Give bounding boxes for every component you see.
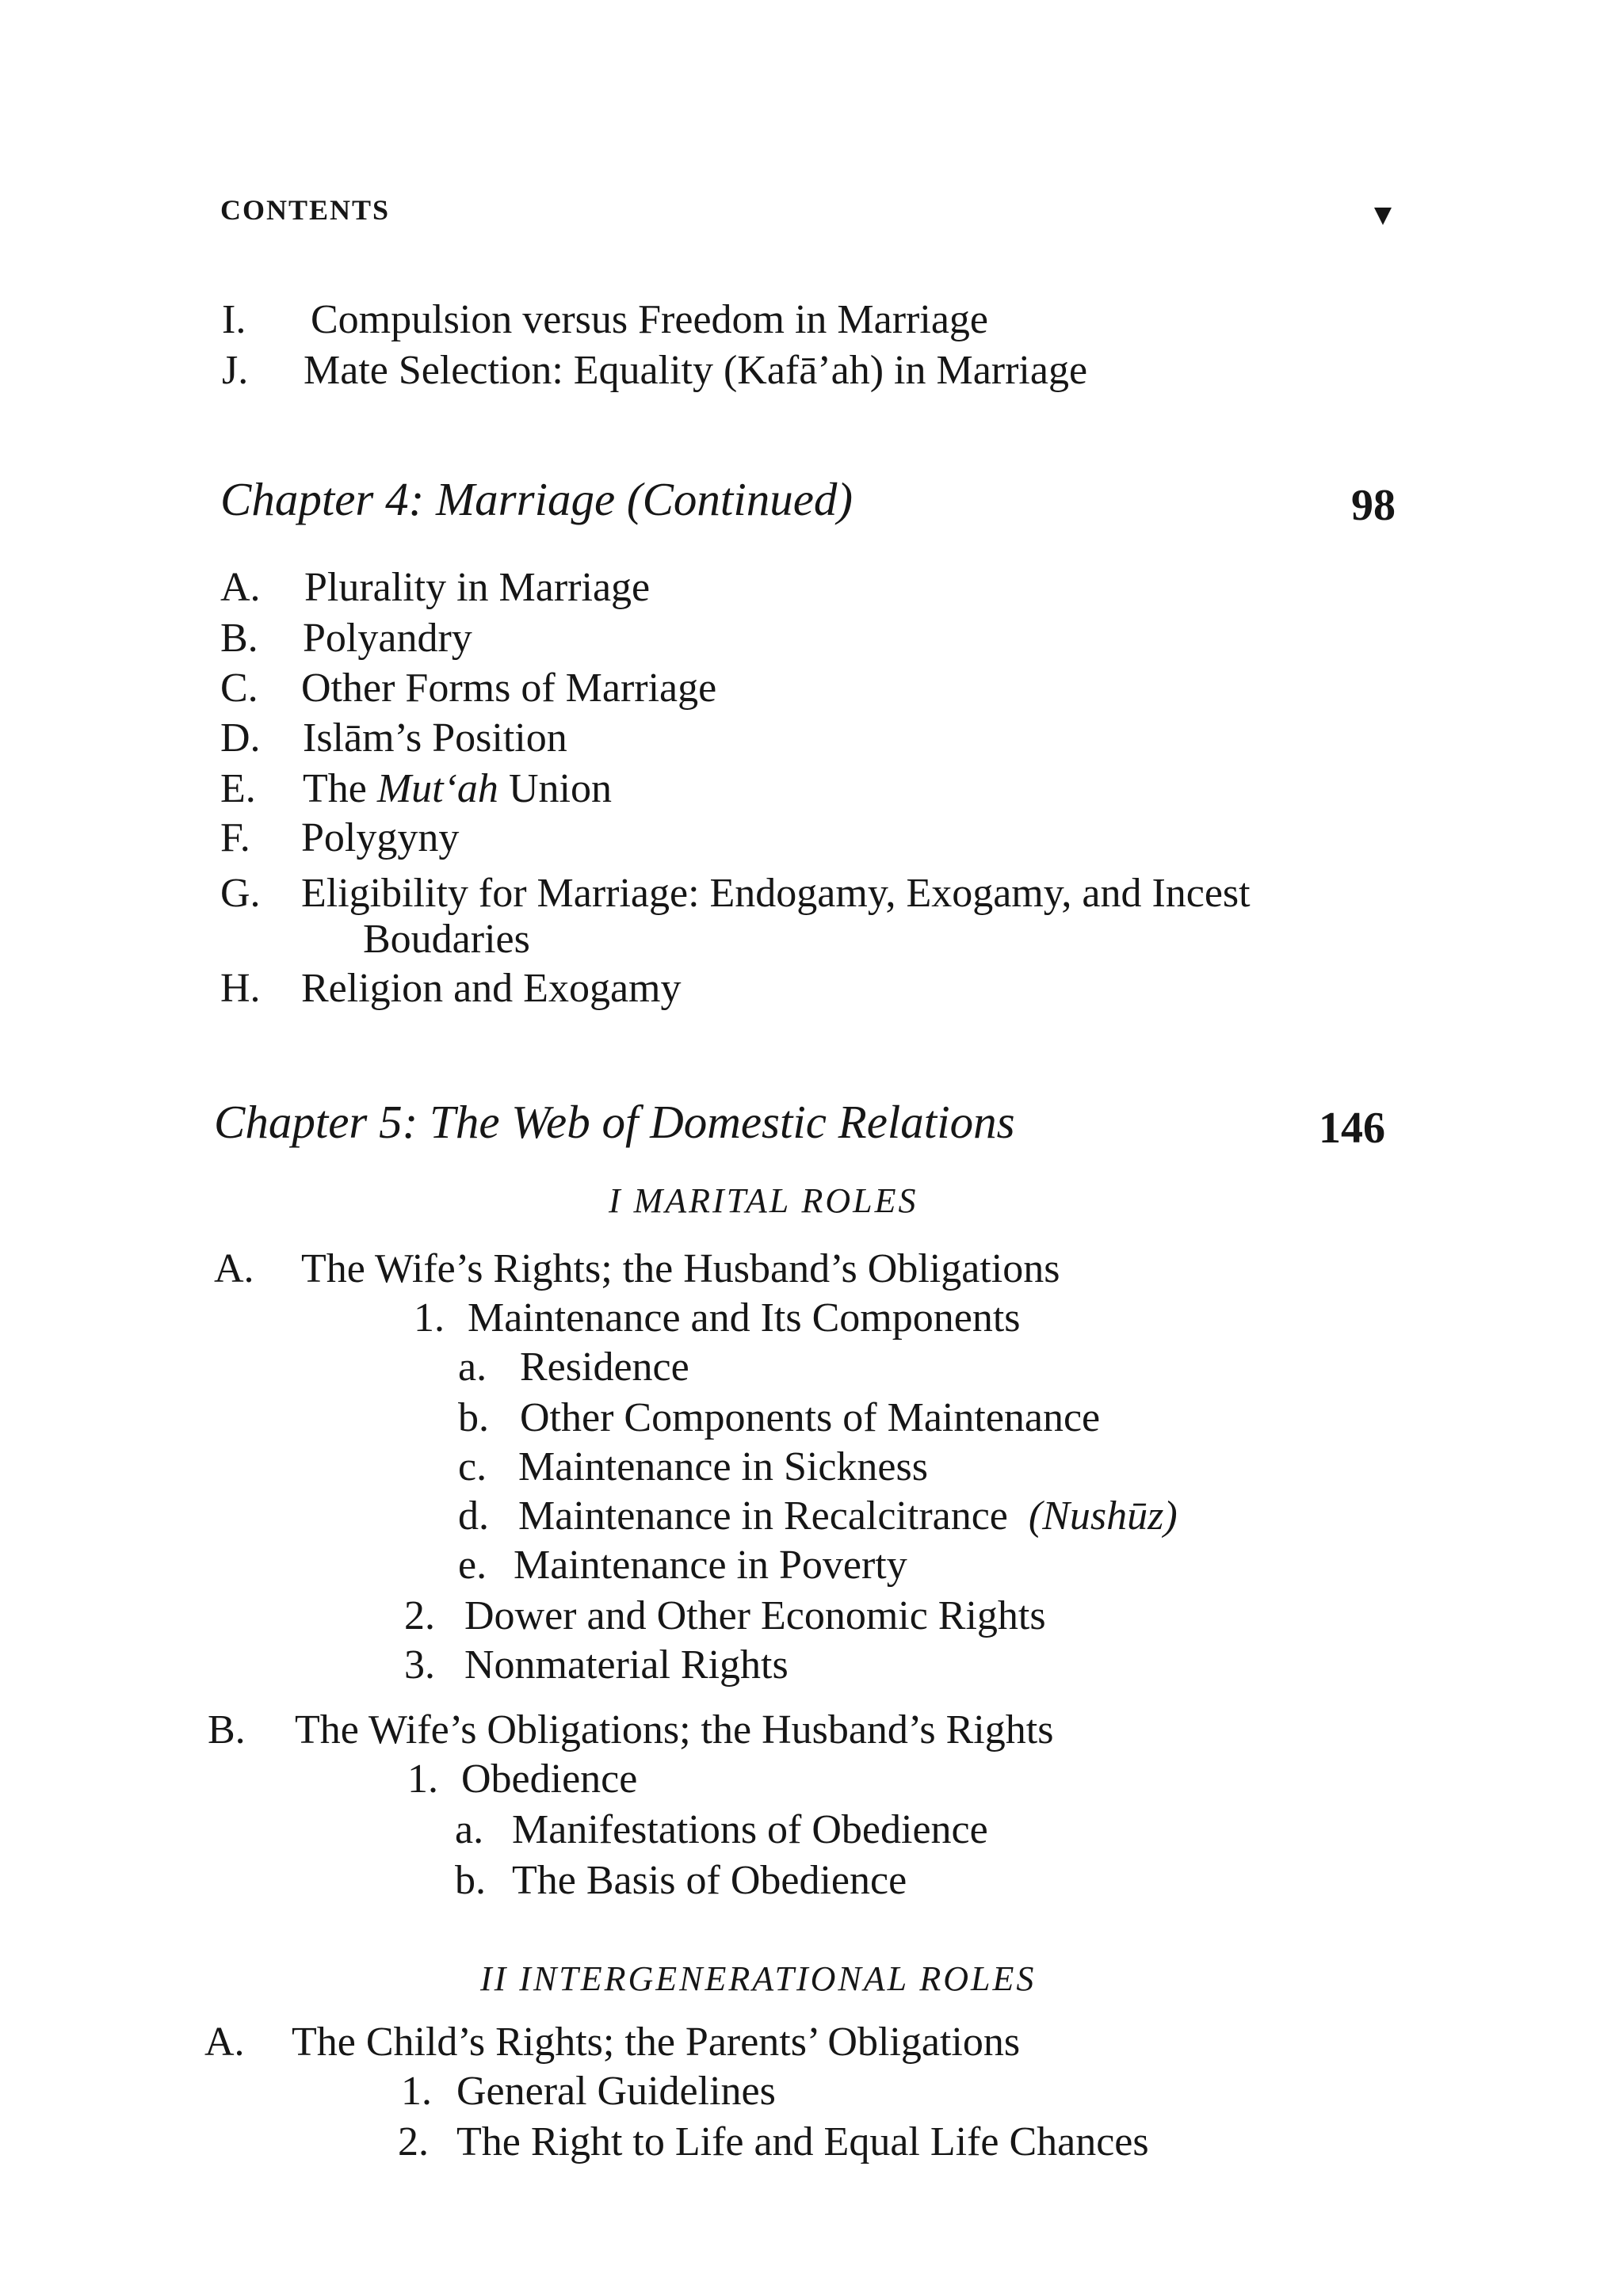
- section-heading: II INTERGENERATIONAL ROLES: [480, 1959, 1037, 1998]
- entry-label: J.: [222, 348, 249, 393]
- entry-text: Religion and Exogamy: [301, 966, 682, 1011]
- entry-label: a.: [458, 1344, 487, 1390]
- entry-text: Obedience: [461, 1756, 638, 1802]
- entry-label: A.: [214, 1246, 254, 1291]
- entry-text: Maintenance in Poverty: [514, 1543, 907, 1588]
- chapter-page-number: 146: [1319, 1104, 1385, 1153]
- entry-text: Mate Selection: Equality (Kafā’ah) in Marriage: [304, 348, 1088, 393]
- entry-text: Islām’s Position: [303, 715, 567, 761]
- toc-entry: [220, 815, 1409, 865]
- toc-entry: [220, 766, 1409, 816]
- toc-entry: [455, 1860, 1327, 1908]
- triangle-marker-icon: [1374, 208, 1392, 225]
- entry-label: D.: [220, 715, 261, 761]
- entry-text: The Child’s Rights; the Parents’ Obligations: [292, 2019, 1021, 2065]
- chapter-title: Chapter 4: Marriage (Continued): [220, 473, 854, 525]
- toc-entry: [220, 618, 1409, 666]
- entry-text: Other Components of Maintenance: [520, 1395, 1101, 1440]
- entry-label: 3.: [404, 1642, 435, 1688]
- entry-text: The Mut‘ah Union: [303, 766, 612, 811]
- entry-label: e.: [458, 1543, 487, 1588]
- entry-text: Polyandry: [303, 616, 472, 661]
- entry-label: A.: [220, 565, 261, 610]
- toc-entry: [458, 1395, 1330, 1445]
- toc-entry: [222, 350, 1411, 398]
- entry-text: Manifestations of Obedience: [512, 1807, 988, 1852]
- entry-text: Compulsion versus Freedom in Marriage: [311, 297, 988, 342]
- entry-label: b.: [455, 1858, 486, 1903]
- chapter-page-number: 98: [1351, 481, 1396, 530]
- entry-label: A.: [204, 2019, 245, 2065]
- entry-text: Dower and Other Economic Rights: [464, 1593, 1046, 1638]
- entry-label: 2.: [398, 2119, 429, 2164]
- entry-text: Other Forms of Marriage: [301, 666, 717, 711]
- section-heading: I MARITAL ROLES: [609, 1181, 918, 1220]
- toc-entry: [222, 299, 1411, 347]
- toc-entry: [220, 567, 1409, 615]
- toc-entry: [407, 1756, 1358, 1806]
- entry-text: The Wife’s Rights; the Husband’s Obligations: [301, 1246, 1060, 1291]
- entry-label: a.: [455, 1807, 484, 1852]
- entry-continuation: Boudaries: [363, 917, 530, 962]
- toc-entry: [458, 1444, 1330, 1494]
- chapter-title: Chapter 5: The Web of Domestic Relations: [214, 1096, 1015, 1148]
- toc-entry: [401, 2071, 1352, 2119]
- entry-text: Plurality in Marriage: [304, 565, 651, 610]
- toc-entry: [220, 873, 1409, 921]
- entry-label: B.: [220, 616, 258, 661]
- entry-label: 1.: [407, 1756, 438, 1802]
- entry-text: The Basis of Obedience: [512, 1858, 907, 1903]
- entry-label: d.: [458, 1493, 489, 1539]
- toc-entry: [220, 715, 1409, 765]
- entry-text: The Right to Life and Equal Life Chances: [456, 2119, 1149, 2164]
- toc-entry: [398, 2119, 1428, 2169]
- entry-label: c.: [458, 1444, 487, 1489]
- toc-entry: [458, 1545, 1330, 1592]
- entry-label: 1.: [401, 2069, 432, 2114]
- toc-entry: [414, 1295, 1365, 1345]
- entry-text: The Wife’s Obligations; the Husband’s Rights: [295, 1707, 1054, 1753]
- entry-text: Nonmaterial Rights: [464, 1642, 789, 1688]
- entry-label: C.: [220, 666, 258, 711]
- entry-label: 2.: [404, 1593, 435, 1638]
- toc-entry: [208, 1707, 1396, 1757]
- toc-entry: [458, 1344, 1330, 1394]
- entry-text: Residence: [520, 1344, 689, 1390]
- entry-text: Polygyny: [301, 815, 460, 860]
- toc-entry: [214, 1246, 1403, 1296]
- entry-text: Eligibility for Marriage: Endogamy, Exogamy, and Incest: [301, 871, 1251, 916]
- toc-entry: [220, 668, 1409, 715]
- entry-text: Maintenance in Sickness: [518, 1444, 928, 1489]
- running-header: CONTENTS: [220, 194, 391, 226]
- toc-entry: [204, 2019, 1393, 2069]
- entry-label: I.: [222, 297, 246, 342]
- entry-label: E.: [220, 766, 256, 811]
- entry-label: 1.: [414, 1295, 445, 1341]
- toc-entry: [458, 1493, 1330, 1543]
- toc-entry: [404, 1642, 1355, 1692]
- entry-text: Maintenance and Its Components: [468, 1295, 1021, 1341]
- entry-label: b.: [458, 1395, 489, 1440]
- entry-text: Maintenance in Recalcitrance (Nushūz): [518, 1493, 1178, 1539]
- toc-entry: [404, 1593, 1355, 1643]
- entry-label: B.: [208, 1707, 246, 1753]
- entry-label: F.: [220, 815, 250, 860]
- toc-entry: [455, 1807, 1327, 1857]
- entry-label: G.: [220, 871, 261, 916]
- entry-text: General Guidelines: [456, 2069, 776, 2114]
- entry-label: H.: [220, 966, 261, 1011]
- toc-entry: [220, 968, 1409, 1016]
